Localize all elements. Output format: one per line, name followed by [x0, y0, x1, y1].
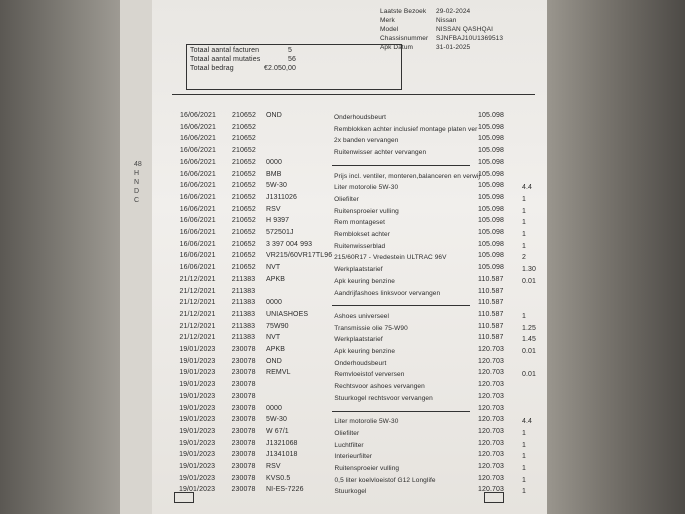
row-omschrijving: Ruitenwisser achter vervangen: [334, 149, 427, 157]
row-aantal: 1: [522, 429, 526, 437]
row-omschrijving: Onderhoudsbeurt: [334, 114, 387, 121]
row-aantal: 0.01: [522, 371, 537, 379]
row-datum: 16/06/2021: [180, 112, 217, 119]
row-fact: 210652: [231, 135, 256, 143]
row-fact: 210652: [231, 217, 256, 225]
row-aantal: 1: [522, 488, 526, 496]
row-omschrijving: 0,5 liter koelvloeistof G12 Longlife: [334, 476, 436, 484]
row-aantal: 0.01: [522, 348, 537, 355]
row-omschrijving: Werkplaatstarief: [334, 266, 383, 274]
row-artikel: 75W90: [266, 322, 289, 330]
row-kmstand: 105.098: [478, 170, 505, 178]
row-datum: 19/01/2023: [179, 369, 216, 377]
row-aantal: 1.30: [522, 266, 537, 274]
row-fact: 211383: [231, 275, 256, 283]
row-kmstand: 110.587: [478, 275, 504, 283]
row-datum: 19/01/2023: [179, 346, 216, 353]
row-kmstand: 120.703: [478, 451, 505, 459]
row-datum: 19/01/2023: [179, 381, 216, 389]
row-fact: 230078: [231, 416, 256, 424]
row-artikel: J1341018: [266, 451, 298, 459]
row-fact: 230078: [231, 463, 256, 470]
row-aantal: 1: [522, 441, 526, 449]
vehicle-value: NISSAN QASHQAI: [436, 26, 494, 33]
row-omschrijving: Ruitensproeier vulling: [334, 207, 399, 215]
row-fact: 230078: [231, 392, 256, 400]
summary-value: 5: [288, 47, 292, 54]
row-fact: 230078: [231, 369, 256, 377]
row-kmstand: 105.098: [478, 205, 505, 213]
footer-pagina: [484, 492, 504, 503]
row-kmstand: 105.098: [478, 240, 505, 248]
row-kmstand: 120.703: [478, 439, 505, 447]
row-fact: 230078: [231, 381, 256, 389]
side-fragment: D: [134, 188, 140, 195]
row-omschrijving: Apk keuring benzine: [334, 348, 396, 355]
row-kmstand: 105.098: [478, 193, 505, 201]
row-fact: 210652: [231, 205, 256, 213]
row-datum: 16/06/2021: [179, 252, 216, 260]
row-omschrijving: Remblokken achter inclusief montage platen ver: [334, 125, 478, 133]
row-artikel: OND: [266, 112, 282, 119]
row-datum: 21/12/2021: [179, 299, 216, 307]
row-datum: 16/06/2021: [179, 158, 216, 166]
vehicle-value: 31-01-2025: [436, 44, 471, 51]
row-datum: 16/06/2021: [179, 240, 216, 248]
row-artikel: UNIASHOES: [266, 310, 309, 318]
row-kmstand: 120.703: [478, 474, 505, 482]
row-datum: 16/06/2021: [179, 135, 216, 143]
row-kmstand: 110.587: [478, 287, 504, 295]
row-fact: 210652: [231, 158, 256, 166]
row-aantal: 1.45: [522, 336, 537, 344]
row-artikel: VR215/60VR17TL96: [266, 252, 333, 260]
row-artikel: 0000: [266, 404, 282, 412]
row-fact: 211383: [231, 299, 256, 307]
row-omschrijving: Rem montageset: [334, 219, 386, 227]
row-omschrijving: Remblokset achter: [334, 231, 391, 238]
row-artikel: RSV: [266, 463, 281, 470]
row-datum: 16/06/2021: [179, 264, 216, 272]
row-artikel: W 67/1: [266, 427, 289, 435]
row-kmstand: 105.098: [478, 252, 505, 260]
row-datum: 16/06/2021: [179, 229, 216, 236]
row-artikel: H 9397: [266, 217, 290, 225]
row-artikel: 572501J: [266, 229, 294, 236]
row-aantal: 4.4: [522, 184, 533, 192]
row-fact: 230078: [231, 451, 256, 459]
row-aantal: 1: [522, 312, 526, 320]
separator-line: [332, 411, 470, 412]
row-omschrijving: Apk keuring benzine: [334, 277, 396, 285]
row-datum: 19/01/2023: [179, 439, 216, 447]
row-kmstand: 105.098: [478, 158, 505, 166]
row-artikel: KVS0.5: [266, 474, 291, 482]
row-aantal: 1: [522, 242, 526, 250]
row-omschrijving: Ruitenwisserblad: [334, 242, 386, 250]
row-kmstand: 105.098: [478, 229, 505, 236]
vehicle-label: Merk: [380, 17, 395, 24]
row-kmstand: 105.098: [478, 123, 505, 131]
row-aantal: 4.4: [522, 418, 533, 426]
row-omschrijving: Stuurkogel: [334, 488, 367, 496]
row-fact: 230078: [231, 404, 256, 412]
row-kmstand: 120.703: [478, 357, 505, 365]
summary-label: Totaal aantal mutaties: [190, 56, 261, 63]
row-aantal: 1: [522, 207, 526, 215]
row-aantal: 0.01: [522, 277, 537, 285]
row-omschrijving: Transmissie olie 75-W90: [334, 324, 408, 332]
row-datum: 16/06/2021: [179, 147, 216, 155]
row-omschrijving: Prijs incl. ventiler, monteren,balanceren en verwij: [334, 172, 481, 180]
row-omschrijving: Ashoes universeel: [334, 312, 390, 320]
row-omschrijving: Aandrijfashoes linksvoor vervangen: [334, 289, 441, 297]
row-fact: 230078: [231, 486, 256, 494]
row-datum: 16/06/2021: [179, 182, 216, 190]
row-omschrijving: Ruitensproeier vulling: [334, 465, 400, 472]
row-aantal: 2: [522, 254, 526, 262]
vehicle-value: Nissan: [436, 17, 457, 24]
row-artikel: APKB: [266, 346, 286, 353]
row-artikel: NVT: [266, 264, 281, 272]
row-aantal: 1: [522, 231, 526, 238]
row-kmstand: 120.703: [478, 392, 505, 400]
vehicle-label: Apk Datum: [380, 44, 414, 51]
row-omschrijving: Werkplaatstarief: [334, 336, 383, 344]
row-artikel: 0000: [266, 158, 282, 166]
row-datum: 19/01/2023: [179, 427, 216, 435]
row-artikel: 3 397 004 993: [266, 240, 313, 248]
row-omschrijving: Stuurkogel rechtsvoor vervangen: [334, 394, 433, 402]
vehicle-label: Model: [380, 26, 399, 33]
row-omschrijving: Interieurfilter: [334, 453, 373, 461]
side-fragment: C: [134, 197, 140, 204]
row-kmstand: 120.703: [478, 369, 505, 377]
row-artikel: 5W-30: [266, 182, 287, 190]
row-kmstand: 105.098: [478, 147, 505, 155]
row-datum: 21/12/2021: [179, 287, 216, 295]
row-kmstand: 120.703: [478, 346, 505, 353]
row-fact: 230078: [231, 346, 256, 353]
vehicle-label: Chassisnummer: [380, 35, 429, 42]
row-fact: 210652: [231, 193, 256, 201]
row-kmstand: 120.703: [478, 381, 505, 389]
row-kmstand: 110.587: [478, 299, 504, 307]
summary-value: €2.050,00: [264, 65, 297, 72]
row-aantal: 1: [522, 465, 526, 472]
row-artikel: J1311026: [266, 193, 298, 201]
row-fact: 211383: [231, 287, 256, 295]
row-artikel: 5W-30: [266, 416, 287, 424]
row-datum: 16/06/2021: [179, 193, 216, 201]
row-datum: 19/01/2023: [179, 486, 216, 494]
row-artikel: J1321068: [266, 439, 298, 447]
side-fragment: H: [134, 170, 140, 177]
row-artikel: NI-ES-7226: [266, 486, 304, 494]
row-fact: 210652: [231, 264, 256, 272]
row-kmstand: 105.098: [478, 135, 505, 143]
row-fact: 230078: [231, 357, 256, 365]
row-kmstand: 110.587: [478, 310, 504, 318]
row-fact: 210652: [231, 182, 256, 190]
row-kmstand: 110.587: [478, 334, 504, 342]
row-fact: 210652: [231, 147, 256, 155]
row-kmstand: 105.098: [478, 182, 505, 190]
separator-line: [332, 165, 470, 166]
header-rule-top: [172, 94, 535, 95]
background-right: [545, 0, 685, 514]
row-omschrijving: Oliefilter: [334, 195, 359, 203]
row-omschrijving: Liter motorolie 5W-30: [334, 418, 399, 426]
row-omschrijving: 215/60R17 - Vredestein ULTRAC 96V: [334, 254, 447, 262]
row-datum: 21/12/2021: [179, 275, 216, 283]
row-datum: 19/01/2023: [179, 463, 216, 470]
row-datum: 19/01/2023: [179, 357, 216, 365]
row-aantal: 1: [522, 219, 526, 227]
row-fact: 210652: [232, 112, 256, 119]
row-artikel: BMB: [266, 170, 282, 178]
row-omschrijving: Liter motorolie 5W-30: [334, 184, 399, 192]
row-fact: 230078: [231, 427, 256, 435]
row-fact: 230078: [231, 474, 256, 482]
row-fact: 210652: [231, 240, 256, 248]
summary-label: Totaal aantal facturen: [190, 47, 260, 54]
side-fragment: N: [134, 179, 140, 186]
row-omschrijving: Onderhoudsbeurt: [334, 359, 387, 367]
row-fact: 211383: [231, 322, 256, 330]
row-fact: 210652: [231, 252, 256, 260]
side-fragment: 48: [134, 161, 142, 168]
row-kmstand: 120.703: [478, 463, 505, 470]
row-datum: 16/06/2021: [179, 217, 216, 225]
background-left: [0, 0, 140, 514]
row-kmstand: 105.098: [478, 264, 505, 272]
row-kmstand: 120.703: [478, 416, 505, 424]
footer-datum: [174, 492, 194, 503]
row-datum: 21/12/2021: [179, 334, 216, 342]
row-kmstand: 105.098: [478, 217, 505, 225]
row-datum: 19/01/2023: [179, 451, 216, 459]
row-fact: 211383: [231, 310, 256, 318]
row-datum: 16/06/2021: [179, 123, 217, 131]
row-aantal: 1: [522, 476, 526, 484]
row-fact: 211383: [231, 334, 256, 342]
row-artikel: RSV: [266, 205, 281, 213]
row-datum: 19/01/2023: [179, 416, 216, 424]
row-omschrijving: Luchtfilter: [334, 441, 364, 449]
row-fact: 210652: [231, 123, 256, 131]
row-datum: 19/01/2023: [179, 392, 216, 400]
row-aantal: 1: [522, 195, 526, 203]
row-fact: 210652: [231, 229, 256, 236]
row-kmstand: 120.703: [478, 404, 505, 412]
row-aantal: 1: [522, 453, 526, 461]
row-fact: 230078: [231, 439, 256, 447]
row-artikel: APKB: [266, 275, 286, 283]
row-artikel: NVT: [266, 334, 281, 342]
row-omschrijving: Remvloeistof verversen: [334, 371, 405, 379]
vehicle-value: SJNFBAJ10U1369513: [436, 35, 504, 42]
row-omschrijving: Rechtsvoor ashoes vervangen: [334, 383, 425, 391]
row-artikel: 0000: [266, 299, 282, 307]
row-fact: 210652: [231, 170, 256, 178]
row-aantal: 1.25: [522, 324, 537, 332]
row-kmstand: 110.587: [478, 322, 504, 330]
row-omschrijving: 2x banden vervangen: [334, 137, 399, 145]
summary-label: Totaal bedrag: [190, 65, 234, 72]
row-datum: 21/12/2021: [179, 310, 216, 318]
separator-line: [332, 305, 470, 306]
vehicle-label: Laatste Bezoek: [380, 8, 427, 15]
row-kmstand: 120.703: [478, 427, 505, 435]
row-datum: 16/06/2021: [179, 205, 216, 213]
row-omschrijving: Oliefilter: [334, 429, 360, 437]
row-artikel: REMVL: [266, 369, 291, 377]
row-datum: 21/12/2021: [179, 322, 216, 330]
row-artikel: OND: [266, 357, 282, 365]
row-datum: 19/01/2023: [179, 474, 216, 482]
invoice-history-document: [152, 0, 547, 514]
row-datum: 19/01/2023: [179, 404, 216, 412]
row-kmstand: 120.703: [478, 486, 505, 494]
summary-value: 56: [288, 56, 296, 63]
vehicle-value: 29-02-2024: [436, 8, 471, 15]
row-datum: 16/06/2021: [179, 170, 216, 178]
row-kmstand: 105.098: [478, 112, 505, 119]
